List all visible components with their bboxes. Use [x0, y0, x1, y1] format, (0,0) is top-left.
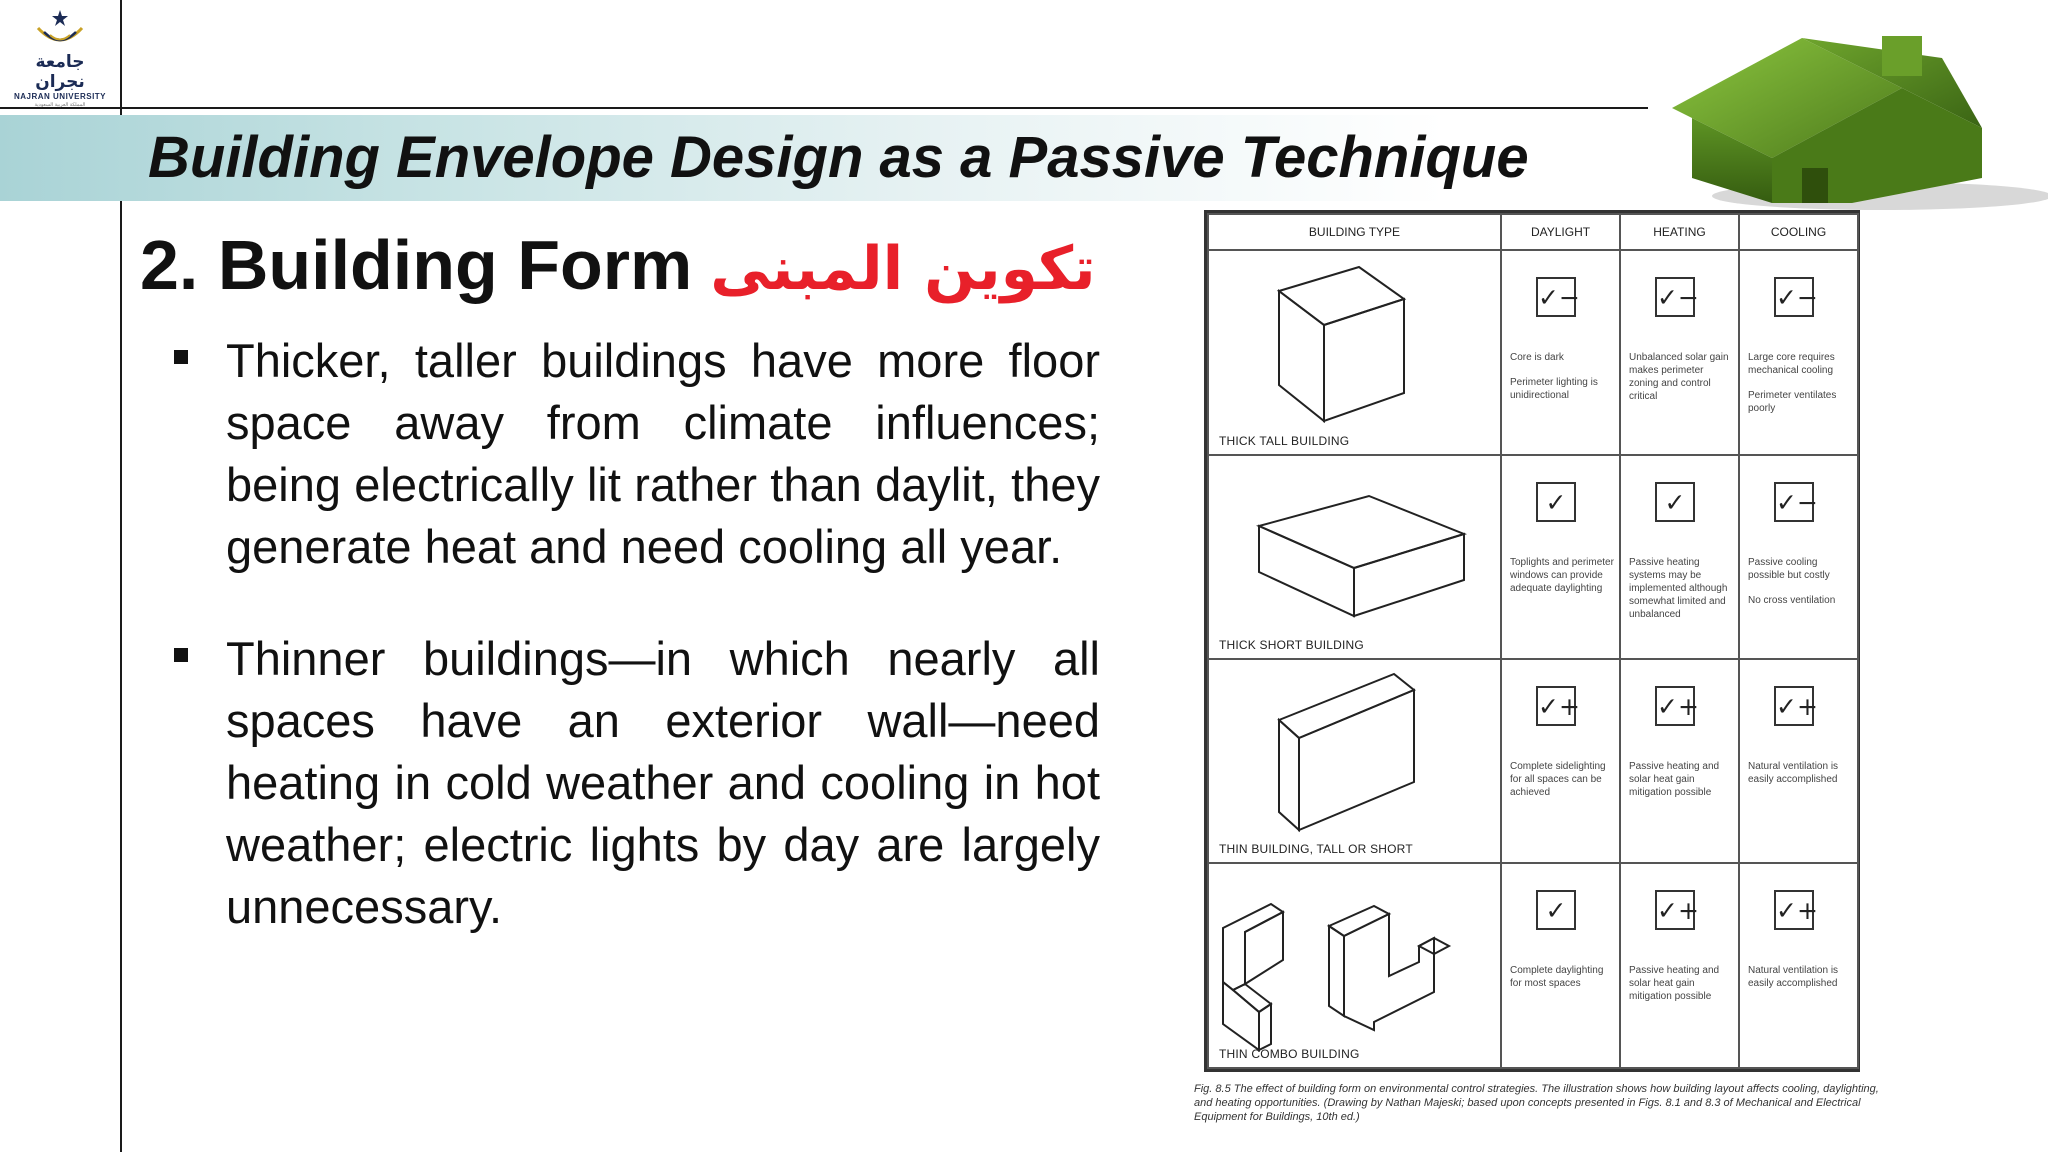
table-row	[1208, 863, 1858, 1068]
check-box-icon: ✓+	[1655, 686, 1695, 726]
heating-cell	[1620, 659, 1739, 863]
check-box-icon: ✓	[1536, 890, 1576, 930]
heating-cell	[1620, 455, 1739, 659]
note-text: Passive heating and solar heat gain mitigation possible	[1629, 761, 1720, 799]
check-box-icon: ✓−	[1774, 482, 1814, 522]
header-cooling: COOLING	[1739, 214, 1858, 250]
logo-subtitle: المملكة العربية السعودية	[34, 102, 86, 108]
check-box-icon: ✓+	[1536, 686, 1576, 726]
green-house-icon	[1652, 18, 2048, 218]
logo-arabic-name: جامعة نجران	[35, 52, 85, 92]
table-header-row	[1208, 214, 1858, 250]
note-text: Natural ventilation is easily accomplished	[1748, 761, 1839, 786]
note-text: No cross ventilation	[1748, 594, 1836, 606]
check-box-icon: ✓−	[1655, 277, 1695, 317]
building-type-label: THIN COMBO BUILDING	[1219, 1047, 1360, 1061]
heading-arabic: تكوين المبنى	[710, 234, 1096, 304]
check-box-icon: ✓−	[1774, 277, 1814, 317]
heading-english: 2. Building Form	[140, 226, 693, 304]
check-box-icon: ✓	[1655, 482, 1695, 522]
table-row	[1208, 659, 1858, 863]
table-row	[1208, 250, 1858, 454]
daylight-cell	[1501, 250, 1620, 454]
bullet-item	[170, 628, 1100, 938]
check-box-icon: ✓−	[1536, 277, 1576, 317]
bullet-text: Thicker, taller buildings have more floor space away from climate influences; being electrically lit rather than daylit, they generate heat and need cooling all year.	[226, 334, 1100, 573]
figure-table-frame	[1204, 210, 1860, 1072]
note-text: Perimeter lighting is unidirectional	[1510, 377, 1598, 402]
note-text: Core is dark	[1510, 352, 1564, 364]
building-type-label: THICK TALL BUILDING	[1219, 433, 1350, 448]
building-type-cell	[1208, 659, 1501, 863]
note-text: Large core requires mechanical cooling	[1748, 352, 1835, 377]
bullet-square-icon	[174, 350, 188, 364]
header-building-type: BUILDING TYPE	[1208, 214, 1501, 250]
note-text: Passive heating systems may be implemented although somewhat limited and unbalanced	[1629, 556, 1728, 620]
cooling-cell	[1739, 455, 1858, 659]
bullet-item	[170, 330, 1100, 578]
heating-cell	[1620, 250, 1739, 454]
building-type-cell	[1208, 250, 1501, 454]
building-form-table	[1207, 213, 1859, 1069]
note-text: Complete sidelighting for all spaces can be achieved	[1510, 761, 1606, 799]
building-type-label: THIN BUILDING, TALL OR SHORT	[1219, 842, 1413, 857]
header-divider	[0, 107, 1648, 109]
note-text: Passive heating and solar heat gain mitigation possible	[1629, 965, 1720, 1003]
header-daylight: DAYLIGHT	[1501, 214, 1620, 250]
cooling-cell	[1739, 250, 1858, 454]
thick-short-building-drawing	[1209, 456, 1502, 658]
bullet-text: Thinner buildings—in which nearly all spaces have an exterior wall—need heating in cold weather and cooling in hot weather; electric lights by day are largely unnecessary.	[226, 632, 1100, 933]
section-heading	[140, 225, 1096, 305]
note-text: Toplights and perimeter windows can provide adequate daylighting	[1510, 556, 1614, 594]
note-text: Unbalanced solar gain makes perimeter zoning and control critical	[1629, 352, 1729, 403]
thin-combo-building-drawing	[1209, 864, 1502, 1066]
note-text: Perimeter ventilates poorly	[1748, 390, 1837, 415]
cooling-cell	[1739, 659, 1858, 863]
note-text: Passive cooling possible but costly	[1748, 556, 1830, 581]
building-type-label: THICK SHORT BUILDING	[1219, 638, 1364, 653]
heating-cell	[1620, 863, 1739, 1068]
slide-title: Building Envelope Design as a Passive Technique	[148, 125, 1529, 190]
daylight-cell	[1501, 863, 1620, 1068]
logo-english-name: NAJRAN UNIVERSITY	[13, 92, 107, 101]
check-box-icon: ✓+	[1774, 890, 1814, 930]
thin-building-drawing	[1209, 660, 1502, 862]
note-text: Natural ventilation is easily accomplished	[1748, 965, 1839, 990]
university-emblem-icon	[30, 8, 90, 52]
table-row	[1208, 455, 1858, 659]
figure-caption: Fig. 8.5 The effect of building form on environmental control strategies. The illustration shows how building layout affects cooling, daylighting, and heating opportunities. (Drawing by Nathan Majeski; based upon concepts presented in Figs. 8.1 and 8.3 of Mechanical and Electrical Equipment for Buildings, 10th ed.)	[1194, 1083, 1879, 1123]
daylight-cell	[1501, 455, 1620, 659]
cooling-cell	[1739, 863, 1858, 1068]
building-type-cell	[1208, 455, 1501, 659]
thick-tall-building-drawing	[1209, 251, 1502, 453]
building-type-cell	[1208, 863, 1501, 1068]
check-box-icon: ✓	[1536, 482, 1576, 522]
bullet-square-icon	[174, 648, 188, 662]
bullet-list	[170, 330, 1100, 938]
daylight-cell	[1501, 659, 1620, 863]
check-box-icon: ✓+	[1774, 686, 1814, 726]
building-form-figure	[1184, 210, 1884, 1130]
note-text: Complete daylighting for most spaces	[1510, 965, 1604, 990]
header-heating: HEATING	[1620, 214, 1739, 250]
check-box-icon: ✓+	[1655, 890, 1695, 930]
najran-university-logo	[8, 8, 112, 108]
